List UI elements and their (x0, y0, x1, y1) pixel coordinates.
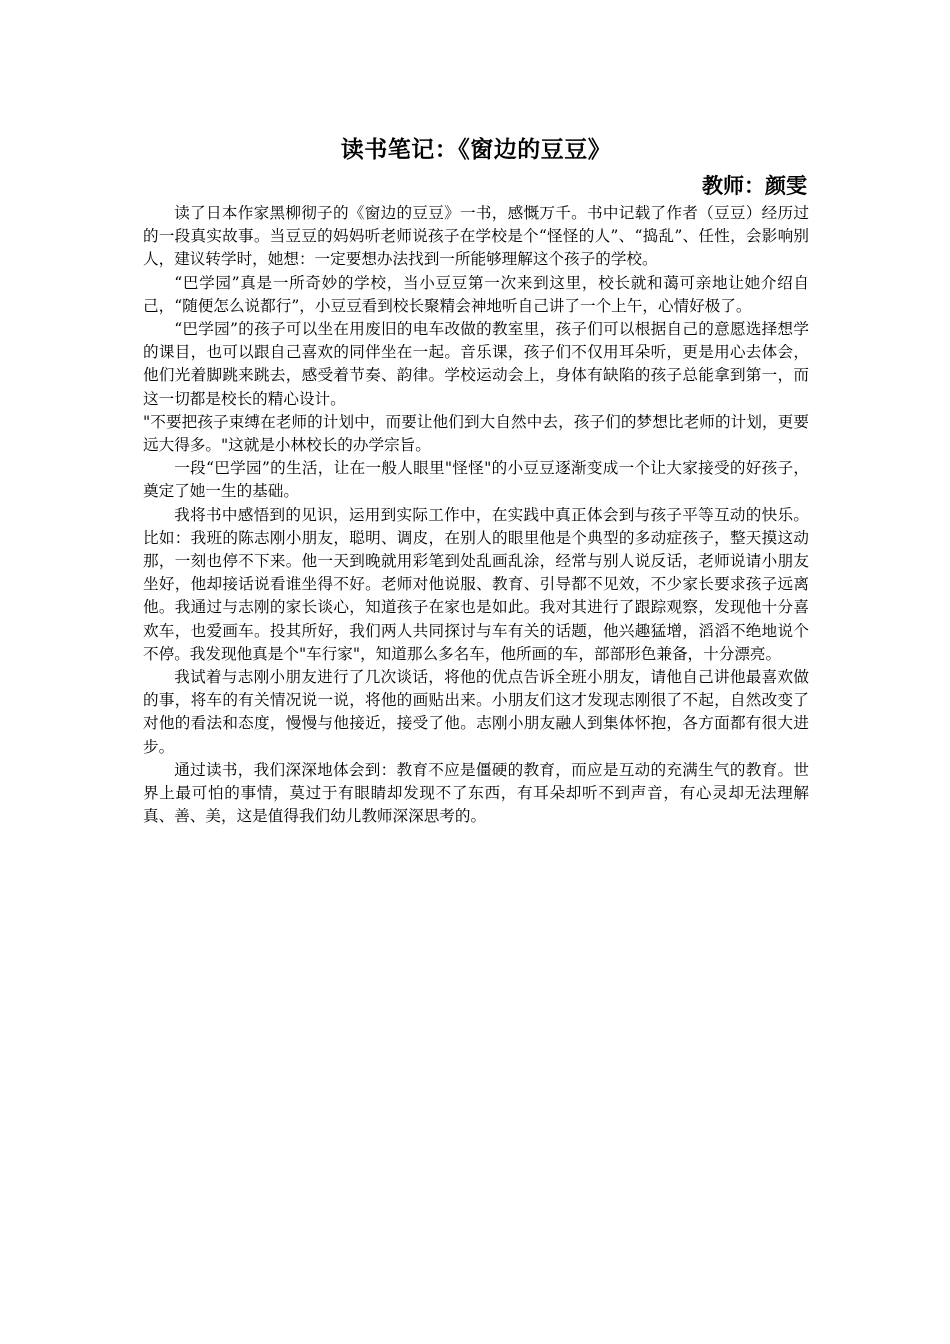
document-page (143, 130, 809, 828)
paragraph-5: 一段“巴学园”的生活，让在一般人眼里"怪怪"的小豆豆逐渐变成一个让大家接受的好孩子，奠定了她一生的基础。 (143, 459, 809, 501)
document-title: 读书笔记：《窗边的豆豆》 (340, 136, 612, 163)
paragraph-8: 通过读书，我们深深地体会到：教育不应是僵硬的教育，而应是互动的充满生气的教育。世界上最可怕的事情，莫过于有眼睛却发现不了东西，有耳朵却听不到声音，有心灵却无法理解真、善、美，这是值得我们幼儿教师深深思考的。 (143, 760, 809, 826)
paragraph-1: 读了日本作家黑柳彻子的《窗边的豆豆》一书，感慨万千。书中记载了作者（豆豆）经历过的一段真实故事。当豆豆的妈妈听老师说孩子在学校是个“怪怪的人”、“捣乱”、任性，会影响别人，建议转学时，她想：一定要想办法找到一所能够理解这个孩子的学校。 (143, 204, 809, 269)
paragraph-3: “巴学园”的孩子可以坐在用废旧的电车改做的教室里，孩子们可以根据自己的意愿选择想学的课目，也可以跟自己喜欢的同伴坐在一起。音乐课，孩子们不仅用耳朵听，更是用心去体会，他们光着脚跳来跳去，感受着节奏、韵律。学校运动会上，身体有缺陷的孩子总能拿到第一，而这一切都是校长的精心设计。 (143, 320, 809, 408)
paragraph-4: "不要把孩子束缚在老师的计划中，而要让他们到大自然中去，孩子们的梦想比老师的计划，更要远大得多。"这就是小林校长的办学宗旨。 (143, 412, 809, 455)
paragraph-2: “巴学园”真是一所奇妙的学校，当小豆豆第一次来到这里，校长就和蔼可亲地让她介绍自己，“随便怎么说都行”，小豆豆看到校长聚精会神地听自己讲了一个上午，心情好极了。 (143, 273, 809, 315)
document-author: 教师：颜雯 (702, 173, 807, 198)
paragraph-6: 我将书中感悟到的见识，运用到实际工作中，在实践中真正体会到与孩子平等互动的快乐。比如：我班的陈志刚小朋友，聪明、调皮，在别人的眼里他是个典型的多动症孩子，整天摸这动那，一刻也停不下来。他一天到晚就用彩笔到处乱画乱涂，经常与别人说反话，老师说请小朋友坐好，他却接话说看谁坐得不好。老师对他说服、教育、引导都不见效，不少家长要求孩子远离他。我通过与志刚的家长谈心，知道孩子在家也是如此。我对其进行了跟踪观察，发现他十分喜欢车，也爱画车。投其所好，我们两人共同探讨与车有关的话题，他兴趣猛增，滔滔不绝地说个不停。我发现他真是个"车行家"，知道那么多名车，他所画的车，部部形色兼备，十分漂亮。 (143, 505, 809, 663)
paragraph-7: 我试着与志刚小朋友进行了几次谈话，将他的优点告诉全班小朋友，请他自己讲他最喜欢做的事，将车的有关情况说一说，将他的画贴出来。小朋友们这才发现志刚很了不起，自然改变了对他的看法和态度，慢慢与他接近，接受了他。志刚小朋友融人到集体怀抱，各方面都有很大进步。 (143, 668, 809, 756)
